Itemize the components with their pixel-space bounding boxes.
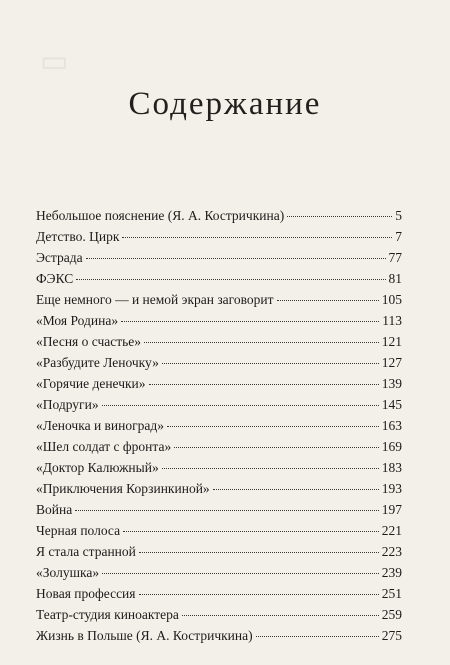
- dot-leader: [121, 321, 379, 322]
- dot-leader: [139, 552, 379, 553]
- toc-entry: [36, 373, 402, 394]
- toc-entry-title: «Доктор Калюжный»: [36, 460, 159, 475]
- toc-entry-page-number: 81: [388, 271, 402, 286]
- toc-entry-title: «Разбудите Леночку»: [36, 355, 159, 370]
- dot-leader: [75, 510, 379, 511]
- dot-leader: [287, 216, 392, 217]
- dot-leader: [76, 279, 385, 280]
- toc-entry: [36, 331, 402, 352]
- toc-entry-title: «Моя Родина»: [36, 313, 119, 328]
- toc-entry: [36, 268, 402, 289]
- toc-entry: [36, 394, 402, 415]
- toc-entry: [36, 205, 402, 226]
- dot-leader: [174, 447, 379, 448]
- toc-entry: [36, 562, 402, 583]
- dot-leader: [102, 405, 379, 406]
- toc-entry-page-number: 223: [381, 544, 402, 559]
- toc-entry: [36, 499, 402, 520]
- toc-entry: [36, 583, 402, 604]
- toc-entry-title: «Шел солдат с фронта»: [36, 439, 172, 454]
- dot-leader: [102, 573, 379, 574]
- dot-leader: [86, 258, 386, 259]
- toc-entry: [36, 226, 402, 247]
- toc-entry: [36, 415, 402, 436]
- toc-entry-page-number: 7: [395, 229, 402, 244]
- toc-entry-title: «Горячие денечки»: [36, 376, 146, 391]
- dot-leader: [123, 531, 379, 532]
- dot-leader: [162, 468, 379, 469]
- toc-entry: [36, 625, 402, 646]
- toc-entry-page-number: 169: [381, 439, 402, 454]
- toc-entry-title: Война: [36, 502, 73, 517]
- dot-leader: [149, 384, 379, 385]
- dot-leader: [139, 594, 379, 595]
- toc-entry-page-number: 139: [381, 376, 402, 391]
- toc-entry-page-number: 127: [381, 355, 402, 370]
- dot-leader: [144, 342, 379, 343]
- dot-leader: [256, 636, 379, 637]
- toc-entry-title: ФЭКС: [36, 271, 74, 286]
- toc-entry-title: «Подруги»: [36, 397, 99, 412]
- toc-entry-title: Новая профессия: [36, 586, 136, 601]
- toc-entry: [36, 247, 402, 268]
- toc-entry-title: Небольшое пояснение (Я. А. Костричкина): [36, 208, 285, 223]
- toc-entry: [36, 457, 402, 478]
- toc-entry-page-number: 77: [388, 250, 402, 265]
- toc-entry-title: «Золушка»: [36, 565, 100, 580]
- toc-entry-page-number: 259: [381, 607, 402, 622]
- toc-entry: [36, 520, 402, 541]
- toc-entry-page-number: 221: [381, 523, 402, 538]
- toc-entry-page-number: 275: [381, 628, 402, 643]
- toc-entry-title: Еще немного — и немой экран заговорит: [36, 292, 274, 307]
- dot-leader: [213, 489, 379, 490]
- toc-entry-page-number: 105: [381, 292, 402, 307]
- toc-entry: [36, 352, 402, 373]
- dot-leader: [182, 615, 379, 616]
- toc-entry-page-number: 251: [381, 586, 402, 601]
- dot-leader: [162, 363, 379, 364]
- toc-entry-title: Эстрада: [36, 250, 83, 265]
- toc-entry-title: Театр-студия киноактера: [36, 607, 179, 622]
- toc-entry-title: Я стала странной: [36, 544, 136, 559]
- toc-entry: [36, 604, 402, 625]
- toc-entry: [36, 310, 402, 331]
- toc-entry-title: «Приключения Корзинкиной»: [36, 481, 210, 496]
- toc-entry: [36, 289, 402, 310]
- toc-entry-page-number: 145: [381, 397, 402, 412]
- toc-entry-page-number: 121: [381, 334, 402, 349]
- table-of-contents: [36, 205, 402, 646]
- toc-entry: [36, 436, 402, 457]
- page-title: Содержание: [128, 86, 322, 122]
- toc-entry-page-number: 183: [381, 460, 402, 475]
- toc-entry-title: «Леночка и виноград»: [36, 418, 165, 433]
- toc-entry-title: «Песня о счастье»: [36, 334, 142, 349]
- toc-entry-page-number: 193: [381, 481, 402, 496]
- dot-leader: [277, 300, 379, 301]
- toc-entry: [36, 478, 402, 499]
- toc-entry-title: Жизнь в Польше (Я. А. Костричкина): [36, 628, 253, 643]
- toc-entry: [36, 541, 402, 562]
- toc-entry-page-number: 113: [382, 313, 402, 328]
- toc-entry-page-number: 163: [381, 418, 402, 433]
- dot-leader: [167, 426, 379, 427]
- toc-entry-page-number: 239: [381, 565, 402, 580]
- toc-entry-page-number: 197: [381, 502, 402, 517]
- toc-entry-title: Черная полоса: [36, 523, 121, 538]
- dot-leader: [122, 237, 392, 238]
- toc-entry-page-number: 5: [395, 208, 402, 223]
- toc-entry-title: Детство. Цирк: [36, 229, 120, 244]
- show-through-text: ▭: [40, 45, 69, 78]
